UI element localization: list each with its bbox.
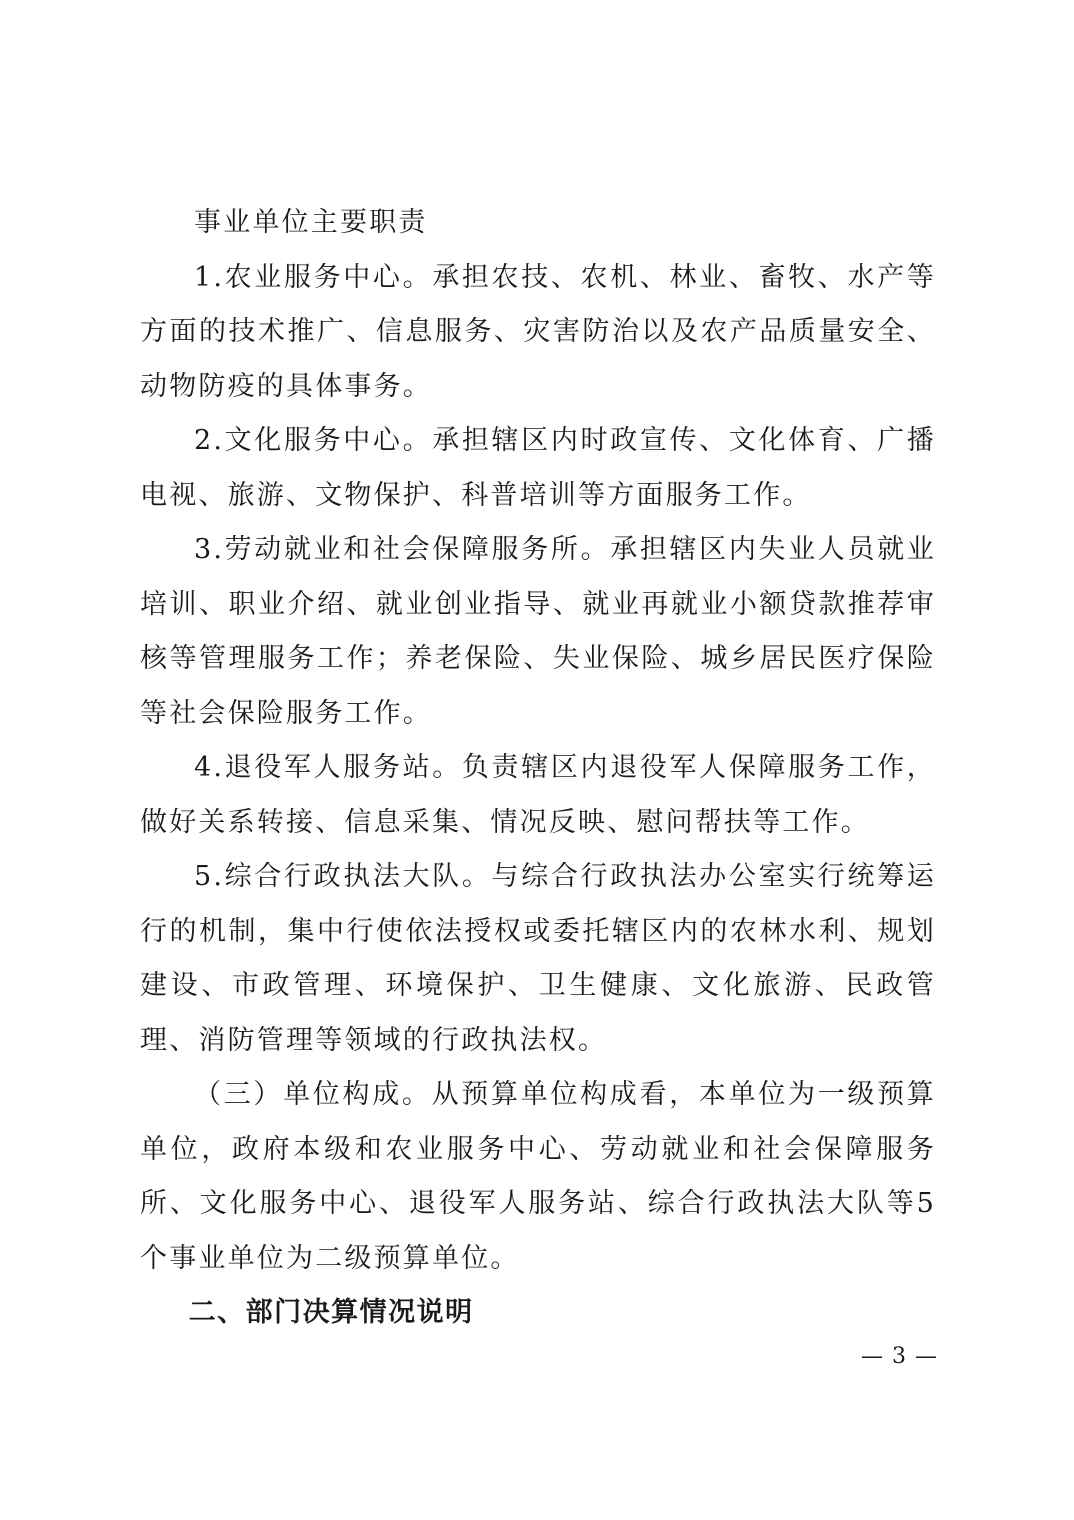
paragraph-unit-composition: （三）单位构成。从预算单位构成看，本单位为一级预算单位，政府本级和农业服务中心、劳动就业和社会保障服务所、文化服务中心、退役军人服务站、综合行政执法大队等5个事业单位为二级预算单位。 — [140, 1079, 936, 1274]
paragraph-agriculture-center: 1.农业服务中心。承担农技、农机、林业、畜牧、水产等方面的技术推广、信息服务、灾害防治以及农产品质量安全、动物防疫的具体事务。 — [140, 261, 936, 402]
paragraph-law-enforcement: 5.综合行政执法大队。与综合行政执法办公室实行统筹运行的机制，集中行使依法授权或委托辖区内的农林水利、规划建设、市政管理、环境保护、卫生健康、文化旅游、民政管理、消防管理等领域的行政执法权。 — [140, 861, 936, 1056]
paragraph-veterans-station: 4.退役军人服务站。负责辖区内退役军人保障服务工作，做好关系转接、信息采集、情况反映、慰问帮扶等工作。 — [140, 752, 936, 838]
section-heading: 二、部门决算情况说明 — [188, 1297, 474, 1328]
page-number: — 3 — — [861, 1344, 938, 1369]
document-body — [140, 196, 936, 1341]
paragraph-culture-center: 2.文化服务中心。承担辖区内时政宣传、文化体育、广播电视、旅游、文物保护、科普培训等方面服务工作。 — [140, 425, 936, 511]
section-title: 事业单位主要职责 — [194, 207, 428, 238]
paragraph-labor-social-security: 3.劳动就业和社会保障服务所。承担辖区内失业人员就业培训、职业介绍、就业创业指导、就业再就业小额贷款推荐审核等管理服务工作；养老保险、失业保险、城乡居民医疗保险等社会保险服务工作。 — [140, 534, 936, 729]
